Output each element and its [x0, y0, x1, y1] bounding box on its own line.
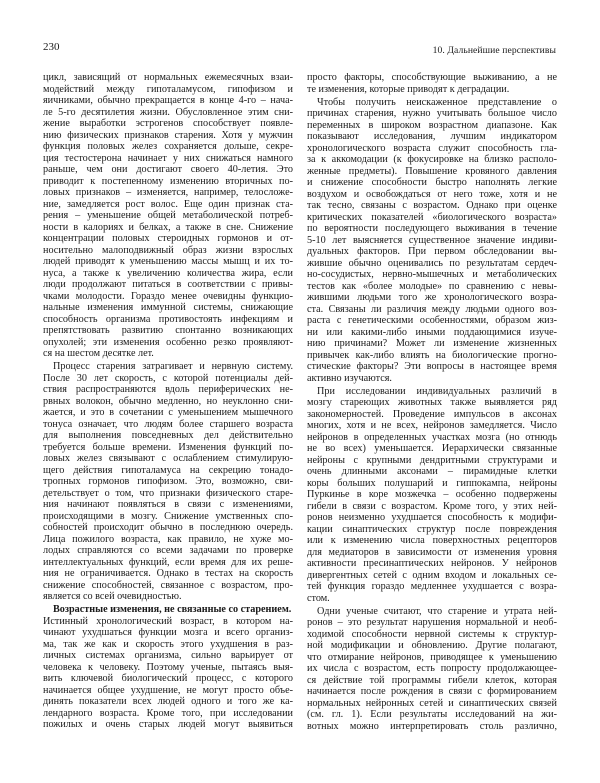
text-line: для медиаторов в зависимости от изменения уровня — [307, 546, 557, 558]
text-line: людей приводят к уменьшению массы мышц и их то- — [43, 256, 293, 267]
text-line: критических показателей «биологического возраста» — [307, 211, 557, 223]
text-line: ле 5-го десятилетия жизни. Обусловленное этим сни- — [43, 106, 293, 118]
text-line: нейронов в определенных участках мозга (но отнюдь — [307, 431, 557, 443]
text-line: начинается после рождения в связи с формированием — [307, 686, 557, 697]
text-line: ствия распространяются вдоль периферических не- — [43, 384, 293, 395]
text-line: или к изменению числа поверхностных рецепторов — [307, 535, 557, 546]
text-line: так тесно, связаны с возрастом. Однако при оценке — [307, 200, 557, 211]
section-run-in-heading — [43, 604, 293, 616]
text-line: ста. Связаны ли различия между людьми одного воз- — [307, 303, 557, 315]
text-line: раньше, чем они достигают своего 40-летия. Это — [43, 164, 293, 175]
text-line: ния не ограничивается. Однако в тестах на скорость — [43, 568, 293, 579]
text-line: тонуса означает, что людям более старшего возраста — [43, 418, 293, 430]
text-line: за к аккомодации (к фокусировке на близко располо- — [307, 154, 557, 165]
text-line: закономерностей. Проведение импульсов в аксонах — [307, 408, 557, 420]
text-line: те изменения, которые приводят к деградации. — [307, 83, 510, 95]
text-line: женные предметы). Повышение кровяного давления — [307, 165, 557, 177]
paragraph — [43, 72, 293, 360]
text-line: мозгу стареющих животных также выявляется ряд — [307, 397, 557, 408]
section-heading-text: Возрастные изменения, не связанные со старением. — [53, 604, 292, 615]
text-line: носительно малоподвижный образ жизни взрослых — [43, 244, 293, 256]
text-line: вотных можно интерпретировать столь различно, — [307, 720, 557, 732]
text-line: рения – уменьшение общей метаболической потреб- — [43, 210, 293, 221]
text-line: многих, хотя и не всех, нейронов замедляется. Число — [307, 420, 557, 431]
text-column-left — [43, 72, 293, 732]
text-line: чками молодости. Гораздо менее очевидны функцио- — [43, 290, 293, 302]
text-line: жившими людьми того же хронологического возра- — [307, 292, 557, 303]
text-line: коры больших полушарий и гиппокампа, нейроны — [307, 477, 557, 489]
text-line: цикл, зависящий от нормальных ежемесячных взаи- — [43, 72, 293, 83]
text-line: рвных волокон, обычно медленно, но неуклонно сни- — [43, 395, 293, 407]
text-line: ние, замедляется рост волос. Еще один признак ста- — [43, 198, 293, 210]
text-line: нальные изменения иммунной системы, снижающие — [43, 302, 293, 313]
text-line: препятствовать развитию спонтанно возникающих — [43, 325, 293, 336]
text-line: ности в калориях и белках, а также в сне. Снижение — [43, 221, 293, 233]
text-line: ходимой способности нервной системы к структур- — [307, 628, 557, 640]
text-line: ронов неизменно ухудшается способность к модифи- — [307, 512, 557, 523]
text-line: активно изучаются. — [307, 372, 392, 384]
paragraph — [307, 72, 557, 95]
text-line: личных системах организма, сильно варьирует от — [43, 650, 293, 661]
text-line: нормальных нейронных сетей и синаптических связей — [307, 697, 557, 709]
paragraph — [307, 97, 557, 385]
text-line: Лица пожилого возраста, как правило, не хуже мо- — [43, 533, 293, 545]
text-line: гибели в связи с возрастом. Кроме того, у этих ней- — [307, 500, 557, 512]
text-line: для выполнения повседневных дел действительно — [43, 430, 293, 441]
text-line: динять показатели всех людей одного и того же ка- — [43, 696, 293, 707]
text-line: дуальных факторов. При первом обследовании вы- — [307, 246, 557, 257]
text-line: жившие обычно оценивались по результатам сердеч- — [307, 257, 557, 269]
text-line: модействий между гипоталамусом, гипофизом и — [43, 83, 293, 95]
text-line: жение выработки эстрогенов способствует появле- — [43, 118, 293, 129]
text-line: тестов как «более молодые» по сравнению с невы- — [307, 280, 557, 292]
text-line: чинают ухудшаться функции мозга и всего организ- — [43, 627, 293, 638]
text-line: ся на шестом десятке лет. — [43, 348, 154, 359]
text-line: ной модификации и обновлению. Другие полагают, — [307, 640, 557, 651]
page-number: 230 — [43, 41, 60, 53]
paragraph — [307, 606, 557, 733]
text-line: собностей происходит обычно в последнюю очередь. — [43, 522, 293, 533]
text-line: Процесс старения затрагивает и нервную систему. — [53, 361, 293, 372]
text-line: лендарного возраста. Кроме того, при исследовании — [43, 707, 293, 719]
text-line: детельствует о том, что признаки физического старе- — [43, 487, 293, 499]
text-line: стом. — [307, 592, 330, 604]
text-line: привычек как-либо влиять на биологические прогно- — [307, 349, 557, 361]
text-line: их числа с возрастом, есть попросту продолжающее- — [307, 663, 557, 674]
text-line: При исследовании индивидуальных различий в — [317, 385, 557, 397]
text-line: нию физических признаков старения. Хотя у мужчин — [43, 129, 293, 141]
text-line: снижение способностей, связанное с возрастом, про- — [43, 579, 293, 591]
text-line: показывают исследования, лучшим индикатором — [307, 131, 557, 142]
text-line: приводит к постепенному изменению вторичных по- — [43, 175, 293, 187]
text-line: что отмирание нейронов, приводящее к уменьшению — [307, 651, 557, 663]
text-line: и снижение способности быстро наполнять легкие — [307, 177, 557, 188]
text-line: причинах старения, нужно учитывать большое число — [307, 108, 557, 119]
paragraph — [307, 386, 557, 605]
text-line: тей функция гораздо медленнее ухудшается с возра- — [307, 581, 557, 592]
paragraph — [43, 604, 293, 731]
text-line: жается, и это в сочетании с уменьшением мышечного — [43, 407, 293, 418]
text-line: тропных гормонов гипофизом. Это, возможно, сви- — [43, 476, 293, 487]
text-line: Чтобы получить неискаженное представление о — [317, 96, 557, 108]
text-line: щего действия гипоталамуса на секрецию тонадо- — [43, 464, 293, 476]
text-line: ни или какими-либо иными поддающимися изуче- — [307, 326, 557, 338]
text-line: Одни ученые считают, что старение и утрата ней- — [317, 605, 557, 617]
text-line: нейроны с крупными дендритными структурами и — [307, 454, 557, 466]
text-line: нию причинами? Может ли изменение жизненных — [307, 338, 557, 349]
text-line: ция тестостерона начинает у них снижаться намного — [43, 152, 293, 164]
text-line: очень длинными аксонами – пирамидные клетки — [307, 466, 557, 477]
text-line: по вероятности последующего выживания в течение — [307, 223, 557, 234]
running-head: 10. Дальнейшие перспективы — [432, 45, 556, 56]
text-line: дивергентных сетей с одним входом и локальных се- — [307, 569, 557, 581]
text-line: ловых желез связывают с ослаблением стимулирую- — [43, 453, 293, 464]
text-line: Истинный хронологический возраст, в котором на- — [43, 615, 293, 627]
text-line: воздухом и освобождаться от него тоже, хотя и не — [307, 188, 557, 200]
text-line: способность организма противостоять инфекциям и — [43, 313, 293, 325]
text-line: ся действие той программы гибели клеток, которая — [307, 674, 557, 686]
paragraph — [43, 361, 293, 603]
text-line: ловых признаков – изменяется, например, телосложе- — [43, 187, 293, 198]
text-line: кации синаптических структур после повреждения — [307, 523, 557, 535]
text-line: пожилых и очень старых людей могут выявиться — [43, 719, 293, 730]
text-line: концентрации половых стероидных гормонов и от- — [43, 233, 293, 244]
text-line: лодых справляются со всеми задачами по проверке — [43, 545, 293, 556]
text-line: переменных в широком возрастном диапазоне. Как — [307, 119, 557, 131]
text-line: После 30 лет скорость, с которой потенциалы дей- — [43, 372, 293, 384]
text-line: активности пресинаптических нейронов. У нейронов — [307, 558, 557, 569]
text-line: (см. гл. 1). Если результаты исследований на жи- — [307, 709, 557, 720]
text-line: является со всей очевидностью. — [43, 591, 182, 602]
text-line: начинается общее ухудшение, не могут просто объе- — [43, 684, 293, 696]
text-line: раста с генетическими особенностями, образом жиз- — [307, 315, 557, 326]
text-line: нуса, а также к увеличению количества жира, если — [43, 267, 293, 279]
text-line: но-сосудистых, нервно-мышечных и метаболических — [307, 269, 557, 280]
text-line: 5-10 лет выясняется существенное значение индиви- — [307, 234, 557, 246]
text-line: человека к человеку. Поэтому ученые, пытаясь выя- — [43, 661, 293, 673]
text-line: люди продолжают питаться в соответствии с привы- — [43, 279, 293, 290]
text-line: Пуркинье в коре мозжечка – особенно подвержены — [307, 489, 557, 500]
text-line: функция половых желез сохраняется дольше, секре- — [43, 141, 293, 152]
text-line: интеллектуальных функций, если время для их реше- — [43, 556, 293, 568]
text-line: стические факторы? Эти вопросы в настоящее время — [307, 361, 557, 372]
text-line: опухолей; эти изменения особенно резко проявляют- — [43, 336, 293, 348]
text-line: не во всех) уменьшается. Иерархически связанные — [307, 443, 557, 454]
text-line: просто факторы, способствующие выживанию, а не — [307, 72, 557, 83]
text-column-right — [307, 72, 557, 734]
text-line: яичниками, обычно прекращается в конце 4-го – нача- — [43, 95, 293, 106]
text-line: требуется больше времени. Изменения функций по- — [43, 441, 293, 453]
text-line: вить ключевой биологический процесс, с которого — [43, 673, 293, 684]
text-line: ронов – это результат нарушения нормальной и необ- — [307, 617, 557, 628]
text-line: происходящими в мозгу. Снижение умственных спо- — [43, 510, 293, 522]
text-line: ма, так же как и скорость этого ухудшения в раз- — [43, 638, 293, 650]
text-line: хронологического возраста служит способность гла- — [307, 142, 557, 154]
text-line: ния начинают появляться в связи с изменениями, — [43, 499, 293, 510]
